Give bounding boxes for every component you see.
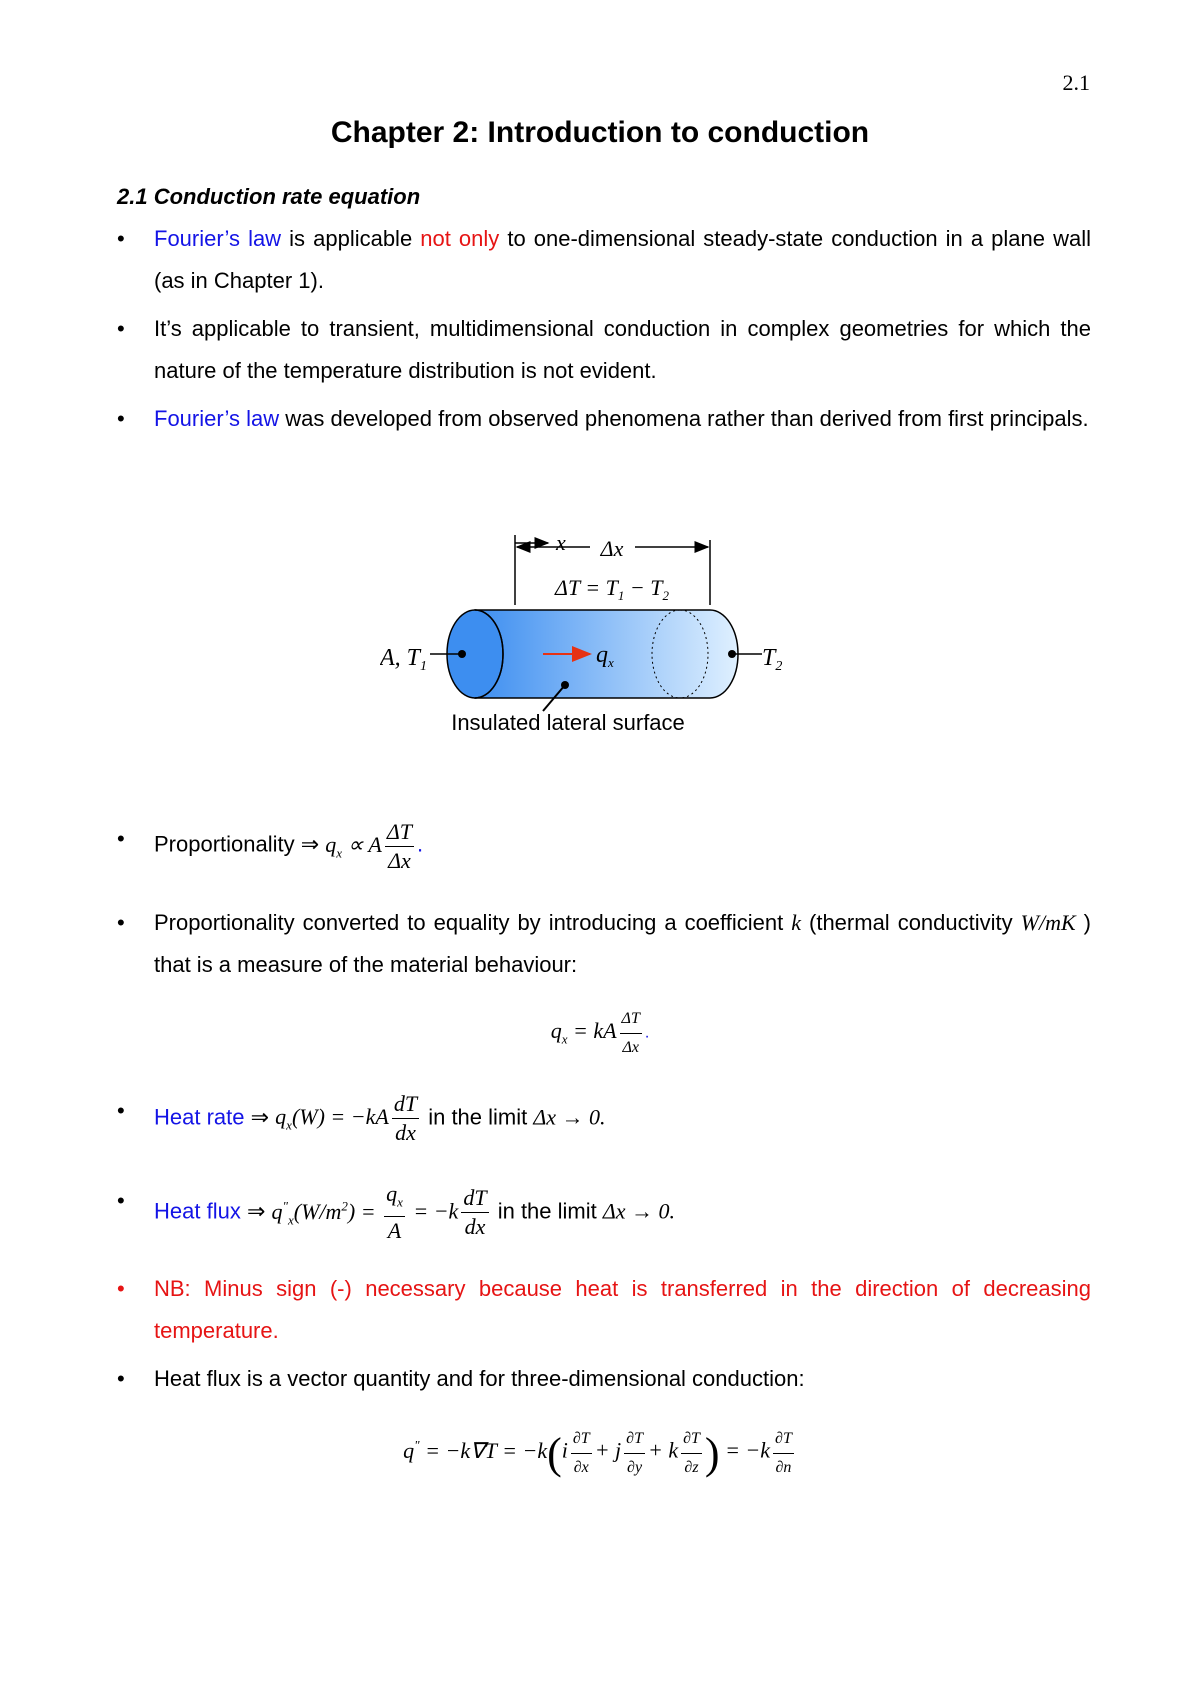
fourier-law-term: Fourier’s law (154, 226, 282, 251)
fourier-law-term: Fourier’s law (154, 406, 280, 431)
bullet-developed: • Fourier’s law was developed from observed phenomena rather than derived from first principals. (154, 398, 1091, 440)
right-face-label: $T_2$ (762, 645, 783, 674)
heat-rate-label: $q_x$ (596, 642, 614, 670)
right-face-dot (728, 650, 736, 658)
bullet-heat-rate: • Heat rate ⇒ $q_x(W) = -kA$ $\frac{dT}{dx}$ in the limit Δx → 0. (154, 1090, 1091, 1147)
insulated-surface-caption: Insulated lateral surface (451, 710, 685, 735)
page-title: Chapter 2: Introduction to conduction (330, 116, 870, 149)
conduction-cylinder-diagram (380, 535, 820, 805)
bullet-proportionality: • Proportionality ⇒ $q_x \propto A$ $\frac{\Delta T}{\Delta x}$ . (154, 818, 1091, 875)
fourier-equality-equation: $q_x$ = kA $\frac{\Delta T}{\Delta x}$ . (0, 1005, 1200, 1062)
delta-t-label: $\Delta T = T_1 - T_2$ (555, 575, 669, 603)
x-axis-label: x (556, 535, 566, 555)
bullet-heat-flux: • Heat flux ⇒ $q^"_x(W/m^2)$ = $\frac{q_x}{A}$ = −k $\frac{dT}{dx}$ in the limit Δx → 0. (154, 1180, 1091, 1245)
section-heading: 2.1 Conduction rate equation (117, 184, 421, 209)
left-face-dot (458, 650, 466, 658)
bullet-fourier-applicable: • Fourier’s law is applicable not only to one-dimensional steady-state conduction in a plane wall (as in Chapter 1). (154, 218, 1091, 302)
not-only-emphasis: not only (420, 226, 500, 251)
heat-rate-term: Heat rate (154, 1104, 245, 1130)
page-number: 2.1 (1062, 70, 1090, 95)
bullet-equality: • Proportionality converted to equality by introducing a coefficient k (thermal conductivity W/mK ) that is a measure of the material behaviour: (154, 902, 1091, 986)
three-dimensional-flux-equation: q" = −k∇T = −k(i $\frac{\partial T}{\partial x}$ + j $\frac{\partial T}{\partial y}$ + k $\frac{\partial T}{\partial z}$ ) = −k $\frac{\partial T}{\partial n}$ (0, 1425, 1200, 1482)
bullet-transient: • It’s applicable to transient, multidimensional conduction in complex geometries for which the nature of the temperature distribution is not evident. (154, 308, 1091, 392)
left-face-label: A, $T_1$ (380, 645, 428, 674)
heat-flux-term: Heat flux (154, 1198, 241, 1224)
bullet-vector-quantity: • Heat flux is a vector quantity and for three-dimensional conduction: (154, 1358, 1091, 1400)
bullet-nb-minus-sign: • NB: Minus sign (-) necessary because heat is transferred in the direction of decreasing temperature. (154, 1268, 1091, 1352)
dx-label: Δx (600, 536, 624, 561)
proportionality-expression: $q_x \propto A$ $\frac{\Delta T}{\Delta x}$ (325, 819, 412, 873)
